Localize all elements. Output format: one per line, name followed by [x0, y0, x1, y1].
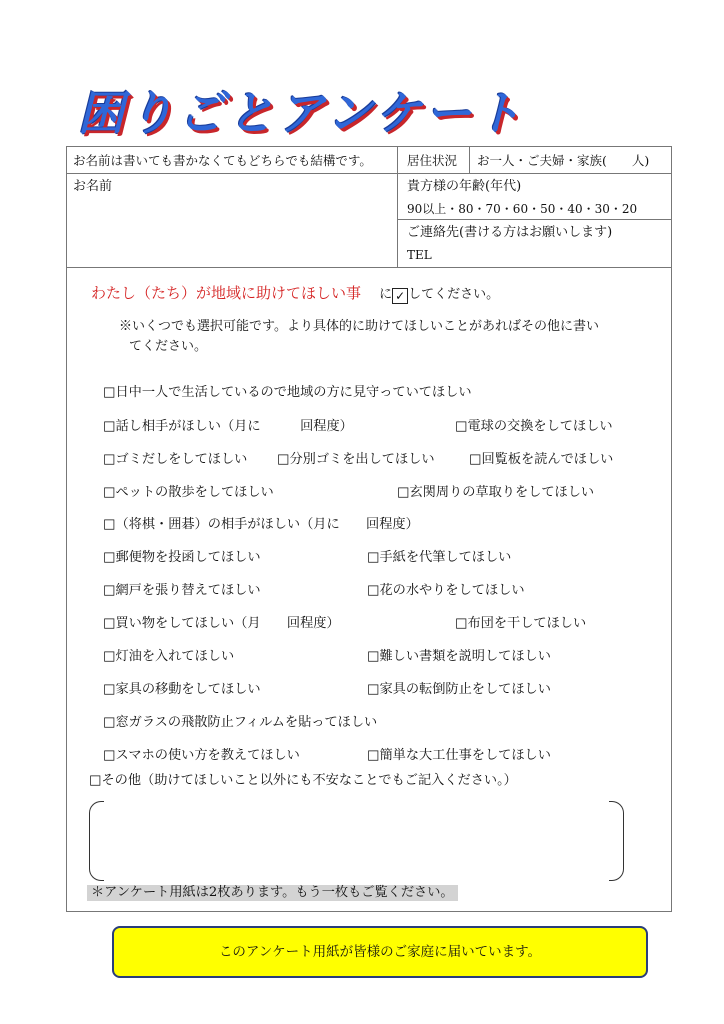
instruction-lead [91, 285, 499, 304]
age-label: 貴方様の年齢(年代) [407, 179, 522, 194]
check-item-circular[interactable]: □回覧板を読んでほしい [469, 452, 614, 467]
instruction-lead-pre: に [379, 287, 393, 302]
check-item-garbage[interactable]: □ゴミだしをしてほしい [103, 452, 248, 467]
instruction-lead-red: わたし（たち）が地域に助けてほしい事 [91, 284, 362, 302]
check-item-kerosene[interactable]: □灯油を入れてほしい [103, 649, 235, 664]
check-item-letter-writing[interactable]: □手紙を代筆してほしい [367, 550, 512, 565]
check-item-furniture-anchor[interactable]: □家具の転倒防止をしてほしい [367, 682, 551, 697]
check-item-lightbulb[interactable]: □電球の交換をしてほしい [455, 419, 613, 434]
distribution-banner: このアンケート用紙が皆様のご家庭に届いています。 [112, 926, 648, 978]
name-input-area[interactable] [69, 197, 393, 263]
survey-title: 困りごとアンケート [78, 86, 526, 140]
check-item-watering[interactable]: □花の水やりをしてほしい [367, 583, 525, 598]
other-input-bracket-left [89, 801, 104, 881]
check-example-icon: ✓ [392, 288, 408, 304]
check-item-documents[interactable]: □難しい書類を説明してほしい [367, 649, 551, 664]
check-item-mail[interactable]: □郵便物を投函してほしい [103, 550, 261, 565]
header-divider [397, 219, 671, 220]
check-item-sorted-garbage[interactable]: □分別ゴミを出してほしい [277, 452, 435, 467]
name-label: お名前 [73, 179, 113, 194]
check-item-screen-door[interactable]: □網戸を張り替えてほしい [103, 583, 261, 598]
check-item-shopping[interactable]: □買い物をしてほしい（月 回程度） [103, 616, 340, 631]
tel-label: TEL [407, 248, 432, 262]
residence-options: お一人・ご夫婦・家族( 人) [477, 153, 650, 168]
check-item-window-film[interactable]: □窓ガラスの飛散防止フィルムを貼ってほしい [103, 715, 378, 730]
instruction-note-line2: てください。 [129, 339, 208, 354]
check-item-shogi-go[interactable]: □（将棋・囲碁）の相手がほしい（月に 回程度） [103, 517, 419, 532]
header-divider [67, 173, 671, 174]
header-divider [469, 147, 470, 173]
check-item-other[interactable]: □その他（助けてほしいこと以外にも不安なことでもご記入ください。） [89, 773, 517, 788]
header-divider [397, 147, 398, 267]
header-divider [67, 267, 671, 268]
age-options[interactable]: 90以上・80・70・60・50・40・30・20 [407, 202, 638, 216]
other-input-bracket-right [609, 801, 624, 881]
name-optional-note: お名前は書いても書かなくてもどちらでも結構です。 [73, 153, 372, 168]
residence-label: 居住状況 [407, 153, 458, 168]
check-item-furniture-move[interactable]: □家具の移動をしてほしい [103, 682, 261, 697]
check-item-futon[interactable]: □布団を干してほしい [455, 616, 587, 631]
check-item-carpentry[interactable]: □簡単な大工仕事をしてほしい [367, 748, 551, 763]
contact-label: ご連絡先(書ける方はお願いします) [407, 225, 613, 240]
check-item-watch-over[interactable]: □日中一人で生活しているので地域の方に見守っていてほしい [103, 385, 472, 400]
check-item-weeding[interactable]: □玄関周りの草取りをしてほしい [397, 485, 595, 500]
instruction-lead-post: してください。 [408, 287, 500, 302]
survey-form [66, 146, 672, 912]
check-item-pet-walk[interactable]: □ペットの散歩をしてほしい [103, 485, 274, 500]
instruction-note-line1: ※いくつでも選択可能です。より具体的に助けてほしいことがあればその他に書い [119, 319, 599, 334]
check-item-conversation[interactable]: □話し相手がほしい（月に 回程度） [103, 419, 353, 434]
check-item-smartphone[interactable]: □スマホの使い方を教えてほしい [103, 748, 300, 763]
footnote: ＊アンケート用紙は2枚あります。もう一枚もご覧ください。 [87, 885, 458, 901]
other-input-area[interactable] [107, 803, 605, 877]
